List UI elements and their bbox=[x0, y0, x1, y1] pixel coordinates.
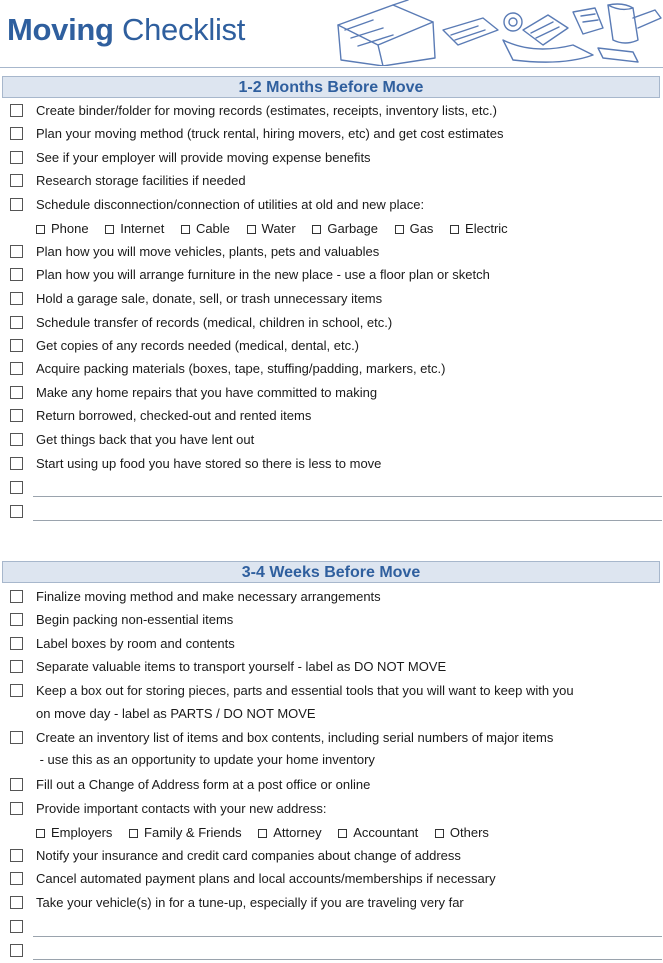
utility-label: Electric bbox=[465, 221, 508, 236]
utility-label: Garbage bbox=[327, 221, 378, 236]
item-label: Get things back that you have lent out bbox=[36, 432, 255, 447]
item-label: Provide important contacts with your new address: bbox=[36, 801, 327, 816]
checkbox[interactable] bbox=[10, 386, 23, 399]
checkbox[interactable] bbox=[395, 225, 404, 234]
checkbox[interactable] bbox=[10, 872, 23, 885]
checklist-item[interactable] bbox=[0, 681, 663, 703]
item-label: Keep a box out for storing pieces, parts and essential tools that you will want to keep with you bbox=[36, 683, 574, 698]
utility-option[interactable] bbox=[105, 219, 164, 238]
utility-label: Cable bbox=[195, 221, 230, 236]
utilities-options bbox=[36, 219, 521, 238]
item-label: Schedule transfer of records (medical, children in school, etc.) bbox=[36, 315, 393, 330]
write-in-line[interactable] bbox=[33, 496, 662, 497]
checklist-item[interactable] bbox=[0, 587, 663, 609]
checkbox[interactable] bbox=[10, 316, 23, 329]
checkbox[interactable] bbox=[10, 944, 23, 957]
item-label: Finalize moving method and make necessary arrangements bbox=[36, 589, 381, 604]
item-label: Acquire packing materials (boxes, tape, stuffing/padding, markers, etc.) bbox=[36, 361, 446, 376]
checkbox[interactable] bbox=[10, 481, 23, 494]
checklist-item[interactable] bbox=[0, 610, 663, 632]
checkbox[interactable] bbox=[10, 457, 23, 470]
checkbox[interactable] bbox=[36, 225, 45, 234]
contact-label: Attorney bbox=[273, 825, 322, 840]
section-heading-1-2-months: 1-2 Months Before Move bbox=[2, 76, 660, 98]
utility-option[interactable] bbox=[450, 219, 508, 238]
contact-label: Others bbox=[449, 825, 489, 840]
contact-label: Family & Friends bbox=[144, 825, 242, 840]
checkbox[interactable] bbox=[258, 829, 267, 838]
checklist-item[interactable] bbox=[0, 430, 663, 452]
checkbox[interactable] bbox=[10, 268, 23, 281]
checkbox[interactable] bbox=[10, 613, 23, 626]
item-label: Plan how you will move vehicles, plants, pets and valuables bbox=[36, 244, 380, 259]
checkbox[interactable] bbox=[10, 198, 23, 211]
checklist-item[interactable] bbox=[0, 101, 663, 123]
item-label: Label boxes by room and contents bbox=[36, 636, 235, 651]
item-label: Plan how you will arrange furniture in the new place - use a floor plan or sketch bbox=[36, 267, 490, 282]
contact-label: Accountant bbox=[353, 825, 419, 840]
title-bold: Moving bbox=[7, 12, 114, 47]
utility-label: Water bbox=[261, 221, 296, 236]
item-label: Plan your moving method (truck rental, hiring movers, etc) and get cost estimates bbox=[36, 126, 504, 141]
item-label: Return borrowed, checked-out and rented items bbox=[36, 408, 312, 423]
checklist-item[interactable] bbox=[0, 359, 663, 381]
item-label: See if your employer will provide moving expense benefits bbox=[36, 150, 371, 165]
write-in-line[interactable] bbox=[33, 520, 662, 521]
contact-option[interactable] bbox=[258, 823, 321, 842]
checklist-item[interactable] bbox=[0, 634, 663, 656]
write-in-line[interactable] bbox=[33, 959, 662, 960]
checklist-item[interactable] bbox=[0, 171, 663, 193]
checkbox[interactable] bbox=[10, 778, 23, 791]
item-label: Fill out a Change of Address form at a post office or online bbox=[36, 777, 371, 792]
item-label: Cancel automated payment plans and local accounts/memberships if necessary bbox=[36, 871, 496, 886]
checkbox[interactable] bbox=[10, 409, 23, 422]
checklist-item[interactable] bbox=[0, 728, 663, 750]
checkbox[interactable] bbox=[312, 225, 321, 234]
item-label: Notify your insurance and credit card companies about change of address bbox=[36, 848, 461, 863]
checklist-item[interactable] bbox=[0, 195, 663, 217]
contact-option[interactable] bbox=[129, 823, 242, 842]
checkbox[interactable] bbox=[10, 802, 23, 815]
checklist-item[interactable] bbox=[0, 383, 663, 405]
checklist-item[interactable] bbox=[0, 775, 663, 797]
checkbox[interactable] bbox=[10, 245, 23, 258]
checkbox[interactable] bbox=[10, 505, 23, 518]
utility-label: Internet bbox=[120, 221, 165, 236]
item-label: Get copies of any records needed (medical, dental, etc.) bbox=[36, 338, 360, 353]
item-label-continued: - use this as an opportunity to update your home inventory bbox=[36, 752, 375, 767]
contact-label: Employers bbox=[51, 825, 113, 840]
checkbox[interactable] bbox=[10, 151, 23, 164]
checkbox[interactable] bbox=[450, 225, 459, 234]
item-label: Schedule disconnection/connection of utilities at old and new place: bbox=[36, 197, 425, 212]
checkbox[interactable] bbox=[10, 660, 23, 673]
checkbox[interactable] bbox=[435, 829, 444, 838]
checkbox[interactable] bbox=[10, 339, 23, 352]
checkbox[interactable] bbox=[10, 920, 23, 933]
checkbox[interactable] bbox=[10, 896, 23, 909]
title-light: Checklist bbox=[122, 12, 246, 47]
header-divider bbox=[0, 67, 663, 68]
checkbox[interactable] bbox=[129, 829, 138, 838]
item-label: Create binder/folder for moving records (estimates, receipts, inventory lists, etc.) bbox=[36, 103, 497, 118]
checklist-item[interactable] bbox=[0, 869, 663, 891]
checklist-item[interactable] bbox=[0, 265, 663, 287]
page-title bbox=[7, 12, 245, 48]
item-label: Create an inventory list of items and box contents, including serial numbers of major items bbox=[36, 730, 554, 745]
checkbox[interactable] bbox=[36, 829, 45, 838]
utility-option[interactable] bbox=[181, 219, 230, 238]
checkbox[interactable] bbox=[10, 362, 23, 375]
checklist-item[interactable] bbox=[0, 657, 663, 679]
checkbox[interactable] bbox=[10, 731, 23, 744]
contact-option[interactable] bbox=[36, 823, 112, 842]
checkbox[interactable] bbox=[10, 637, 23, 650]
utility-option[interactable] bbox=[247, 219, 296, 238]
checkbox[interactable] bbox=[181, 225, 190, 234]
checkbox[interactable] bbox=[10, 104, 23, 117]
item-label: Hold a garage sale, donate, sell, or trash unnecessary items bbox=[36, 291, 383, 306]
checklist-item[interactable] bbox=[0, 406, 663, 428]
checklist-item[interactable] bbox=[0, 289, 663, 311]
checklist-item[interactable] bbox=[0, 336, 663, 358]
checkbox[interactable] bbox=[10, 174, 23, 187]
item-label: Take your vehicle(s) in for a tune-up, especially if you are traveling very far bbox=[36, 895, 464, 910]
checkbox[interactable] bbox=[105, 225, 114, 234]
checklist-item[interactable] bbox=[0, 242, 663, 264]
checklist-item[interactable] bbox=[0, 313, 663, 335]
checklist-item[interactable] bbox=[0, 893, 663, 915]
item-label: Separate valuable items to transport yourself - label as DO NOT MOVE bbox=[36, 659, 447, 674]
utility-option[interactable] bbox=[395, 219, 434, 238]
contact-option[interactable] bbox=[338, 823, 418, 842]
checkbox[interactable] bbox=[10, 127, 23, 140]
checkbox[interactable] bbox=[10, 433, 23, 446]
moving-illustration-icon bbox=[333, 0, 663, 66]
write-in-line[interactable] bbox=[33, 936, 662, 937]
utility-label: Phone bbox=[51, 221, 89, 236]
utility-option[interactable] bbox=[312, 219, 378, 238]
checklist-item[interactable] bbox=[0, 148, 663, 170]
item-label: Research storage facilities if needed bbox=[36, 173, 246, 188]
checklist-item[interactable] bbox=[0, 124, 663, 146]
checkbox[interactable] bbox=[10, 590, 23, 603]
utility-option[interactable] bbox=[36, 219, 89, 238]
item-label: Start using up food you have stored so there is less to move bbox=[36, 456, 382, 471]
section-heading-3-4-weeks: 3-4 Weeks Before Move bbox=[2, 561, 660, 583]
checkbox[interactable] bbox=[10, 292, 23, 305]
checklist-item[interactable] bbox=[0, 454, 663, 476]
item-label-continued: on move day - label as PARTS / DO NOT MOVE bbox=[36, 706, 316, 721]
utility-label: Gas bbox=[409, 221, 434, 236]
checkbox[interactable] bbox=[338, 829, 347, 838]
checklist-item[interactable] bbox=[0, 799, 663, 821]
checkbox[interactable] bbox=[10, 849, 23, 862]
checkbox[interactable] bbox=[247, 225, 256, 234]
contacts-options bbox=[36, 823, 502, 842]
contact-option[interactable] bbox=[435, 823, 489, 842]
checkbox[interactable] bbox=[10, 684, 23, 697]
checklist-item[interactable] bbox=[0, 846, 663, 868]
item-label: Begin packing non-essential items bbox=[36, 612, 234, 627]
item-label: Make any home repairs that you have committed to making bbox=[36, 385, 378, 400]
